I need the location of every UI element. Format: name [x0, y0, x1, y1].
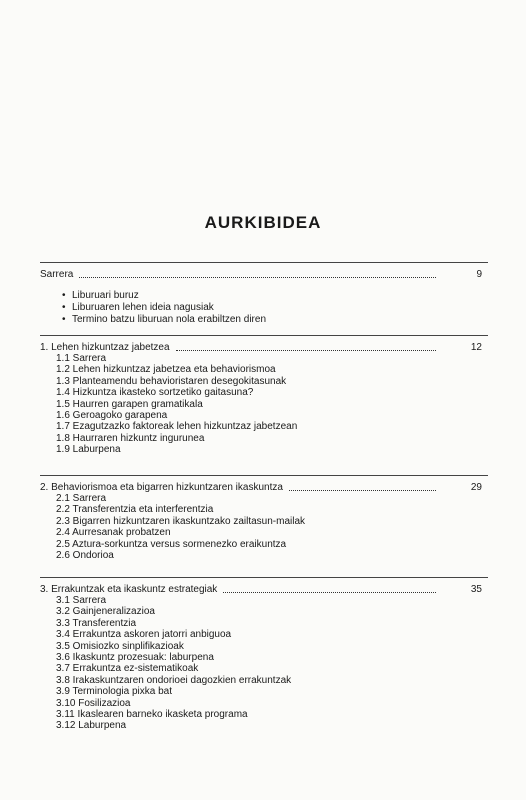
section-item[interactable]: 3.5 Omisiozko sinplifikazioak: [56, 640, 184, 652]
divider: [40, 262, 488, 263]
bullet-text: Termino batzu liburuan nola erabiltzen diren: [72, 314, 267, 325]
dot-leader: [223, 592, 436, 593]
section-item[interactable]: 3.2 Gainjeneralizazioa: [56, 606, 155, 618]
section-item[interactable]: 1.5 Haurren garapen gramatikala: [56, 398, 203, 410]
entry-page-number: 12: [470, 342, 482, 353]
dot-leader: [289, 490, 436, 491]
section-item[interactable]: 3.11 Ikaslearen barneko ikasketa programa: [56, 709, 248, 720]
section-item[interactable]: 2.5 Aztura-sorkuntza versus sormenezko eraikuntza: [56, 538, 287, 550]
dot-leader: [79, 277, 436, 278]
section-item[interactable]: 3.4 Errakuntza askoren jatorri anbiguoa: [56, 629, 232, 641]
divider: [40, 475, 488, 476]
section-item[interactable]: 2.2 Transferentzia eta interferentzia: [56, 504, 214, 516]
section-item[interactable]: 1.1 Sarrera: [56, 353, 107, 364]
divider: [40, 577, 488, 578]
section-item[interactable]: 3.1 Sarrera: [56, 595, 107, 606]
bullet-icon: •: [62, 314, 66, 325]
section-item[interactable]: 1.3 Planteamendu behavioristaren desegokitasunak: [56, 375, 287, 387]
entry-page-number: 35: [470, 584, 482, 595]
section-item[interactable]: 3.10 Fosilizazioa: [56, 697, 131, 709]
entry-page-number: 9: [476, 269, 482, 280]
entry-page-number: 29: [470, 482, 482, 493]
divider: [40, 335, 488, 336]
entry-title: 2. Behaviorismoa eta bigarren hizkuntzaren ikaskuntza: [40, 482, 283, 493]
toc-entry[interactable]: [40, 268, 488, 282]
section-item[interactable]: 1.4 Hizkuntza ikasteko sortzetiko gaitasuna?: [56, 387, 254, 399]
toc-entry[interactable]: [40, 481, 488, 495]
section-item[interactable]: 2.4 Aurresanak probatzen: [56, 527, 171, 539]
section-item[interactable]: 3.9 Terminologia pixka bat: [56, 686, 172, 698]
bullet-text: Liburuaren lehen ideia nagusiak: [72, 302, 214, 313]
toc-entry[interactable]: [40, 341, 488, 355]
section-item[interactable]: 3.3 Transferentzia: [56, 617, 137, 629]
entry-title: 3. Errakuntzak eta ikaskuntz estrategiak: [40, 584, 218, 595]
section-item[interactable]: 3.7 Errakuntza ez-sistematikoak: [56, 663, 199, 675]
section-item[interactable]: 1.7 Ezagutzazko faktoreak lehen hizkuntzaz jabetzean: [56, 421, 298, 433]
section-item[interactable]: 1.8 Haurraren hizkuntz ingurunea: [56, 432, 205, 444]
section-item[interactable]: 2.6 Ondorioa: [56, 550, 114, 561]
entry-title: Sarrera: [40, 269, 74, 280]
page-title: AURKIBIDEA: [204, 213, 322, 232]
section-item[interactable]: 1.6 Geroagoko garapena: [56, 410, 168, 421]
section-item[interactable]: 3.12 Laburpena: [56, 720, 127, 732]
dot-leader: [176, 350, 436, 351]
section-item[interactable]: 3.6 Ikaskuntz prozesuak: laburpena: [56, 652, 214, 663]
bullet-text: Liburuari buruz: [72, 290, 139, 301]
section-item[interactable]: 1.2 Lehen hizkuntzaz jabetzea eta behaviorismoa: [56, 364, 276, 376]
bullet-item: [62, 314, 266, 326]
bullet-item: [62, 290, 139, 302]
section-item[interactable]: 2.3 Bigarren hizkuntzaren ikaskuntzako zailtasun-mailak: [56, 515, 306, 527]
entry-title: 1. Lehen hizkuntzaz jabetzea: [40, 342, 170, 353]
bullet-icon: •: [62, 302, 66, 313]
section-item[interactable]: 3.8 Irakaskuntzaren ondorioei dagozkien errakuntzak: [56, 674, 292, 686]
bullet-item: [62, 302, 214, 314]
section-item[interactable]: 1.9 Laburpena: [56, 444, 121, 456]
section-item[interactable]: 2.1 Sarrera: [56, 493, 107, 504]
bullet-icon: •: [62, 290, 66, 301]
toc-entry[interactable]: [40, 583, 488, 597]
